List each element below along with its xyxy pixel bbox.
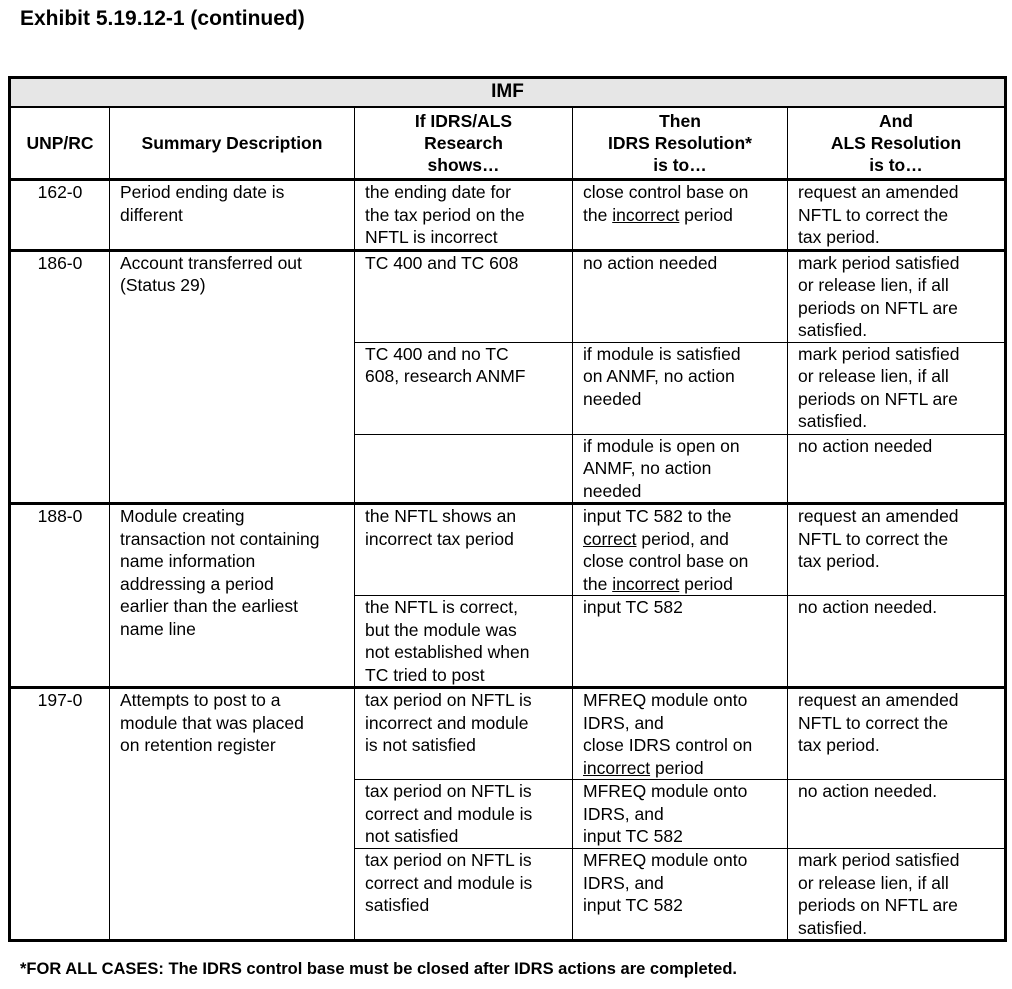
cell-text: tax period on NFTL is incorrect and module is not satisfied [365, 690, 532, 755]
cell-text: TC 400 and no TC 608, research ANMF [365, 343, 526, 386]
idrs-resolution-cell [573, 780, 788, 849]
cell-text: tax period on NFTL is correct and module is not satisfied [365, 781, 533, 846]
research-cell [355, 688, 573, 780]
table-row [10, 504, 1006, 596]
summary-description: Account transferred out (Status 29) [110, 250, 355, 504]
exhibit-title: Exhibit 5.19.12-1 (continued) [20, 7, 305, 30]
underlined-text: incorrect [612, 573, 680, 594]
summary-description: Attempts to post to a module that was placed on retention register [110, 688, 355, 941]
unp-rc-code: 186-0 [10, 250, 110, 504]
underlined-text: incorrect [612, 204, 680, 225]
idrs-resolution-cell [573, 180, 788, 251]
als-resolution-cell [788, 849, 1006, 941]
research-cell [355, 434, 573, 504]
table-row [10, 688, 1006, 780]
research-cell [355, 780, 573, 849]
cell-text: close control base on the [583, 182, 749, 225]
header-summary: Summary Description [110, 107, 355, 180]
cell-text: mark period satisfied or release lien, if all periods on NFTL are satisfied. [798, 850, 960, 938]
cell-text: the ending date for the tax period on the NFTL is incorrect [365, 182, 525, 247]
idrs-resolution-cell [573, 342, 788, 434]
research-cell [355, 342, 573, 434]
cell-text: mark period satisfied or release lien, if all periods on NFTL are satisfied. [798, 252, 960, 340]
cell-text: period [650, 757, 704, 778]
idrs-resolution-cell [573, 688, 788, 780]
summary-description: Module creating transaction not containing name information addressing a period earlier than the earliest name line [110, 504, 355, 688]
cell-text: MFREQ module onto IDRS, and input TC 582 [583, 850, 748, 915]
idrs-resolution-cell [573, 504, 788, 596]
als-resolution-cell [788, 504, 1006, 596]
idrs-resolution-cell [573, 250, 788, 342]
cell-text: no action needed. [798, 597, 938, 617]
underlined-text: incorrect [583, 757, 651, 778]
research-cell [355, 849, 573, 941]
cell-text: TC 400 and TC 608 [365, 252, 519, 273]
cell-text: request an amended NFTL to correct the tax period. [798, 690, 959, 755]
research-cell [355, 596, 573, 688]
cell-text: request an amended NFTL to correct the tax period. [798, 182, 959, 247]
header-unp-rc: UNP/RC [10, 107, 110, 180]
cell-text: tax period on NFTL is correct and module is satisfied [365, 850, 533, 915]
table-row [10, 250, 1006, 342]
unp-rc-code: 197-0 [10, 688, 110, 941]
underlined-text: correct [583, 528, 637, 549]
als-resolution-cell [788, 688, 1006, 780]
research-cell [355, 250, 573, 342]
cell-text: if module is open on ANMF, no action needed [583, 435, 740, 501]
idrs-resolution-cell [573, 849, 788, 941]
cell-text: period [679, 573, 733, 594]
cell-text: MFREQ module onto IDRS, and close IDRS control on [583, 690, 753, 755]
cell-text: request an amended NFTL to correct the tax period. [798, 506, 959, 571]
footnote: *FOR ALL CASES: The IDRS control base must be closed after IDRS actions are completed. [20, 960, 737, 978]
unp-rc-code: 188-0 [10, 504, 110, 688]
als-resolution-cell [788, 434, 1006, 504]
cell-text: no action needed [583, 252, 718, 273]
summary-description: Period ending date is different [110, 180, 355, 251]
header-research: If IDRS/ALS Research shows… [355, 107, 573, 180]
cell-text: MFREQ module onto IDRS, and input TC 582 [583, 781, 748, 846]
als-resolution-cell [788, 180, 1006, 251]
cell-text: the NFTL shows an incorrect tax period [365, 506, 517, 549]
als-resolution-cell [788, 780, 1006, 849]
table-row [10, 180, 1006, 251]
idrs-resolution-cell [573, 596, 788, 688]
als-resolution-cell [788, 596, 1006, 688]
cell-text: mark period satisfied or release lien, if all periods on NFTL are satisfied. [798, 343, 960, 431]
cell-text: period, and close control base on the [583, 528, 749, 594]
cell-text: period [679, 204, 733, 225]
imf-table [8, 76, 1007, 942]
cell-text: input TC 582 to the [583, 506, 732, 526]
cell-text: no action needed [798, 435, 933, 456]
idrs-resolution-cell [573, 434, 788, 504]
table-title: IMF [10, 78, 1006, 108]
header-idrs-resolution: Then IDRS Resolution* is to… [573, 107, 788, 180]
cell-text: no action needed. [798, 781, 938, 801]
header-als-resolution: And ALS Resolution is to… [788, 107, 1006, 180]
cell-text: if module is satisfied on ANMF, no action needed [583, 343, 741, 409]
cell-text: input TC 582 [583, 597, 683, 617]
als-resolution-cell [788, 250, 1006, 342]
research-cell [355, 180, 573, 251]
cell-text: the NFTL is correct, but the module was not established when TC tried to post [365, 597, 530, 685]
research-cell [355, 504, 573, 596]
unp-rc-code: 162-0 [10, 180, 110, 251]
als-resolution-cell [788, 342, 1006, 434]
